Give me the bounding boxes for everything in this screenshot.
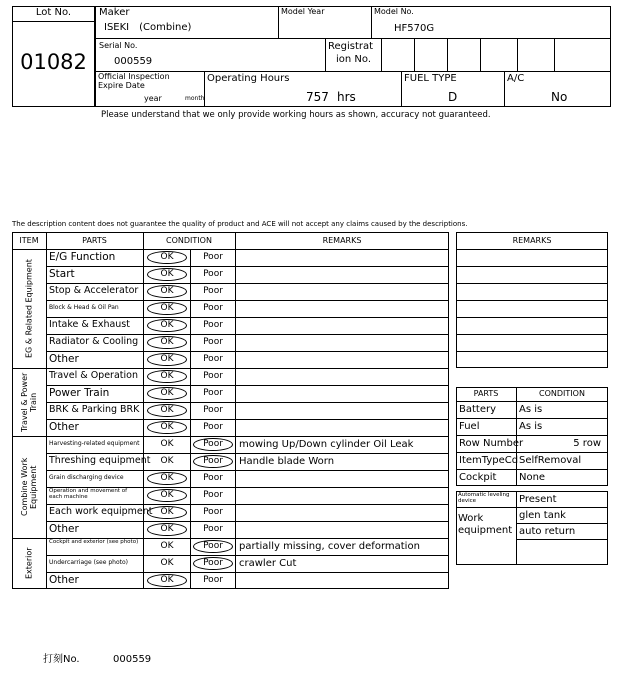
- col-parts-header: PARTS: [82, 236, 107, 245]
- ac-label: A/C: [507, 73, 525, 84]
- side-condition-header: CONDITION: [539, 389, 585, 398]
- serial-label: Serial No.: [99, 41, 138, 50]
- model-no-label: Model No.: [374, 7, 414, 16]
- part-label: Power Train: [49, 387, 110, 399]
- lot-label: Lot No.: [35, 7, 72, 18]
- part-label: Each work equipment: [49, 506, 153, 517]
- ok-selected-circle: [147, 268, 187, 281]
- fuel-value: D: [448, 90, 458, 104]
- poor-option: Poor: [203, 558, 223, 568]
- side-part-label: Battery: [459, 404, 497, 415]
- maker-value: ISEKI (Combine): [104, 22, 192, 33]
- part-label: Grain discharging device: [49, 474, 124, 481]
- side-part-label: ItemTypeCd: [459, 455, 519, 466]
- ok-selected-circle: [147, 489, 187, 502]
- inspection-label: Official Inspection: [98, 72, 170, 81]
- ok-selected-circle: [147, 387, 187, 400]
- poor-option: Poor: [203, 269, 223, 279]
- ok-selected-circle: [147, 404, 187, 417]
- lot-number: 01082: [20, 50, 87, 74]
- ok-option: OK: [160, 354, 174, 364]
- poor-option: Poor: [203, 286, 223, 296]
- ok-option: OK: [160, 456, 174, 466]
- right-remarks-header: REMARKS: [512, 236, 552, 245]
- hours-label: Operating Hours: [207, 73, 290, 84]
- poor-option: Poor: [203, 388, 223, 398]
- ok-selected-circle: [147, 472, 187, 485]
- part-label: Threshing equipment: [49, 455, 151, 466]
- remark-text: partially missing, cover deformation: [239, 541, 420, 552]
- ok-option: OK: [160, 473, 174, 483]
- group-label: Travel & Power Train: [19, 372, 38, 432]
- ok-option: OK: [160, 490, 174, 500]
- poor-option: Poor: [203, 252, 223, 262]
- group-label: Combine Work Equipment: [19, 457, 38, 517]
- col-condition-header: CONDITION: [166, 236, 212, 245]
- poor-option: Poor: [203, 422, 223, 432]
- side-condition-value: 5 row: [573, 438, 601, 449]
- inspection-label-2: Expire Date: [98, 81, 145, 90]
- ok-selected-circle: [147, 523, 187, 536]
- poor-option: Poor: [203, 507, 223, 517]
- col-item-header: ITEM: [19, 236, 39, 245]
- poor-option: Poor: [203, 439, 223, 449]
- month-label: month: [185, 95, 205, 102]
- ac-value: No: [551, 90, 568, 104]
- part-label: Other: [49, 421, 79, 433]
- side-condition-table: [456, 387, 608, 576]
- model-year-label: Model Year: [281, 7, 325, 16]
- maker-label: Maker: [99, 7, 130, 18]
- poor-option: Poor: [203, 354, 223, 364]
- poor-option: Poor: [203, 320, 223, 330]
- ok-selected-circle: [147, 421, 187, 434]
- work-equipment-value: auto return: [519, 526, 576, 537]
- ok-option: OK: [160, 269, 174, 279]
- poor-selected-circle: [193, 438, 233, 451]
- registration-label: Registrat: [328, 41, 374, 52]
- stamp-value: 000559: [113, 654, 152, 665]
- part-label: Radiator & Cooling: [49, 336, 139, 347]
- ok-option: OK: [160, 286, 174, 296]
- work-equipment-label: Work: [458, 513, 484, 524]
- ok-selected-circle: [147, 336, 187, 349]
- remark-text: crawler Cut: [239, 558, 297, 569]
- auto-leveling-value: Present: [519, 494, 557, 505]
- group-label: EG & Related Equipment: [24, 259, 34, 358]
- ok-option: OK: [160, 507, 174, 517]
- ok-option: OK: [160, 252, 174, 262]
- part-label: Cockpit and exterior (see photo): [49, 539, 139, 545]
- part-label: Stop & Accelerator: [49, 285, 139, 296]
- poor-option: Poor: [203, 490, 223, 500]
- model-no-value: HF570G: [394, 23, 435, 34]
- part-label: Other: [49, 353, 79, 365]
- ok-selected-circle: [147, 302, 187, 315]
- poor-selected-circle: [193, 540, 233, 553]
- poor-option: Poor: [203, 303, 223, 313]
- part-label: Intake & Exhaust: [49, 319, 130, 330]
- poor-option: Poor: [203, 337, 223, 347]
- ok-selected-circle: [147, 251, 187, 264]
- poor-option: Poor: [203, 456, 223, 466]
- ok-option: OK: [160, 388, 174, 398]
- group-label: Exterior: [24, 547, 34, 580]
- side-condition-value: SelfRemoval: [519, 455, 582, 466]
- work-equipment-label-2: equipment: [458, 525, 513, 536]
- registration-label-2: ion No.: [336, 54, 372, 65]
- ok-selected-circle: [147, 353, 187, 366]
- remark-text: Handle blade Worn: [239, 456, 335, 467]
- side-part-label: Cockpit: [459, 472, 497, 483]
- side-condition-value: As is: [519, 421, 543, 432]
- poor-option: Poor: [203, 371, 223, 381]
- ok-option: OK: [160, 558, 174, 568]
- side-condition-value: As is: [519, 404, 543, 415]
- ok-selected-circle: [147, 285, 187, 298]
- ok-option: OK: [160, 422, 174, 432]
- part-label: Other: [49, 574, 79, 586]
- hours-unit: hrs: [337, 90, 356, 104]
- ok-selected-circle: [147, 574, 187, 587]
- ok-option: OK: [160, 371, 174, 381]
- ok-option: OK: [160, 405, 174, 415]
- hours-notice: Please understand that we only provide working hours as shown, accuracy not guaranteed.: [101, 110, 491, 120]
- ok-selected-circle: [147, 506, 187, 519]
- part-label: BRK & Parking BRK: [49, 404, 140, 415]
- poor-option: Poor: [203, 541, 223, 551]
- poor-option: Poor: [203, 575, 223, 585]
- ok-option: OK: [160, 524, 174, 534]
- hours-value: 757: [306, 90, 329, 104]
- ok-option: OK: [160, 320, 174, 330]
- part-label: Harvesting-related equipment: [49, 440, 140, 447]
- ok-selected-circle: [147, 319, 187, 332]
- poor-option: Poor: [203, 473, 223, 483]
- ok-option: OK: [160, 439, 174, 449]
- side-condition-value: None: [519, 472, 546, 483]
- poor-selected-circle: [193, 557, 233, 570]
- serial-value: 000559: [114, 56, 153, 67]
- part-label: Operation and movement of each machine: [49, 488, 128, 500]
- poor-selected-circle: [193, 455, 233, 468]
- description-notice: The description content does not guarantee the quality of product and ACE will not accept any claims caused by the descriptions.: [12, 220, 468, 228]
- stamp-label: 打刻No.: [43, 654, 80, 665]
- fuel-label: FUEL TYPE: [404, 73, 457, 84]
- condition-table: [12, 232, 449, 589]
- side-part-label: Row Number: [459, 438, 524, 449]
- side-part-label: Fuel: [459, 421, 480, 432]
- part-label: Block & Head & Oil Pan: [49, 304, 119, 311]
- ok-option: OK: [160, 575, 174, 585]
- ok-selected-circle: [147, 370, 187, 383]
- part-label: Travel & Operation: [49, 370, 138, 381]
- part-label: Other: [49, 523, 79, 535]
- work-equipment-value: glen tank: [519, 510, 566, 521]
- part-label: E/G Function: [49, 251, 116, 263]
- ok-option: OK: [160, 303, 174, 313]
- ok-option: OK: [160, 541, 174, 551]
- poor-option: Poor: [203, 524, 223, 534]
- col-remarks-header: REMARKS: [322, 236, 362, 245]
- poor-option: Poor: [203, 405, 223, 415]
- ok-option: OK: [160, 337, 174, 347]
- auto-leveling-label: Automatic leveling device: [458, 492, 510, 504]
- remark-text: mowing Up/Down cylinder Oil Leak: [239, 439, 414, 450]
- part-label: Start: [49, 268, 75, 280]
- side-parts-header: PARTS: [473, 389, 499, 398]
- part-label: Undercarriage (see photo): [49, 559, 128, 566]
- right-remarks-table: [456, 232, 608, 368]
- year-label: year: [144, 94, 162, 103]
